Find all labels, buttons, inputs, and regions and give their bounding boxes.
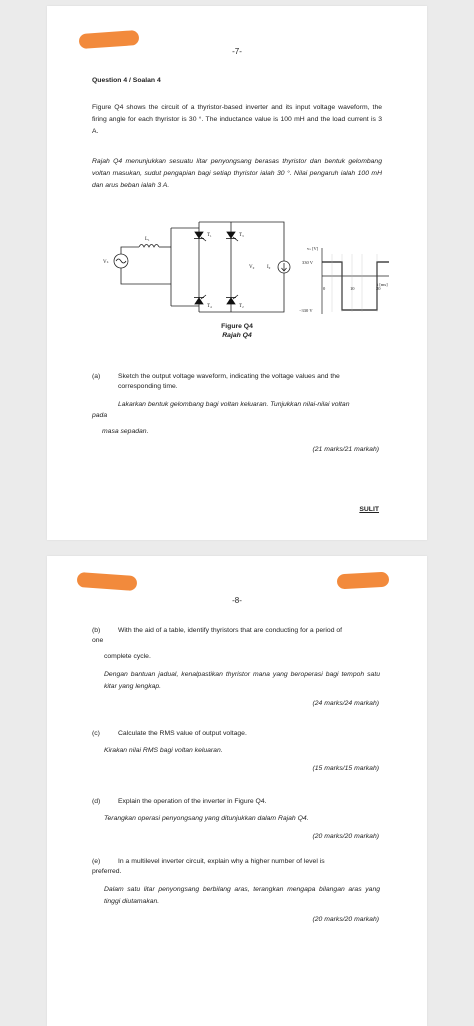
redaction-mark bbox=[337, 572, 390, 590]
part-d-text-ms: Terangkan operasi penyongsang yang ditunjukkan dalam Rajah Q4. bbox=[104, 815, 309, 822]
part-c-marks: (15 marks/15 markah) bbox=[312, 765, 379, 772]
redaction-mark bbox=[77, 572, 138, 591]
thyristor-t1-icon bbox=[194, 232, 206, 241]
part-b-text-en-3: complete cycle. bbox=[104, 653, 151, 660]
part-a-label: (a) bbox=[92, 373, 101, 380]
part-a-text-en-2: corresponding time. bbox=[118, 383, 178, 390]
thyristor-t3-icon bbox=[226, 232, 238, 241]
part-b-label: (b) bbox=[92, 627, 101, 634]
part-a-text-ms-3: masa sepadan. bbox=[102, 428, 149, 435]
part-e-text-ms: Dalam satu litar penyongsang berbilang aras, terangkan mengapa bilangan aras yang tinggi diutamakan. bbox=[104, 886, 380, 905]
part-b-text-en-2: one bbox=[92, 637, 104, 644]
waveform-tick-0: 0 bbox=[323, 286, 326, 291]
figure-caption-malay: Rajah Q4 bbox=[222, 332, 252, 339]
part-b-text-ms: Dengan bantuan jadual, kenalpastikan thyristor mana yang beroperasi bagi tempoh satu kitar yang lengkap. bbox=[104, 671, 380, 690]
part-a-text-ms-2: pada bbox=[92, 412, 108, 419]
part-c-label: (c) bbox=[92, 730, 100, 737]
thyristor-t2-icon bbox=[226, 295, 238, 304]
part-e-label: (e) bbox=[92, 858, 101, 865]
label-source: Vₛ bbox=[103, 260, 109, 265]
label-load-current: I₀ bbox=[267, 265, 271, 270]
label-t1: T₁ bbox=[207, 233, 212, 238]
label-t3: T₃ bbox=[239, 233, 244, 238]
part-d-marks: (20 marks/20 markah) bbox=[312, 833, 379, 840]
exam-page-7 bbox=[47, 6, 427, 540]
part-d-text-en: Explain the operation of the inverter in Figure Q4. bbox=[118, 798, 267, 805]
figure-q4-diagram bbox=[89, 214, 389, 324]
label-t2: T₂ bbox=[239, 304, 244, 309]
question-heading: Question 4 / Soalan 4 bbox=[92, 77, 161, 84]
part-a-marks: (21 marks/21 markah) bbox=[312, 446, 379, 453]
page-number: -7- bbox=[232, 47, 242, 56]
part-c-text-ms: Kirakan nilai RMS bagi voltan keluaran. bbox=[104, 747, 223, 754]
part-d-label: (d) bbox=[92, 798, 101, 805]
part-b-text-en-1: With the aid of a table, identify thyristors that are conducting for a period of bbox=[118, 627, 343, 634]
label-inductor: L₁ bbox=[145, 237, 150, 242]
figure-caption-english: Figure Q4 bbox=[221, 323, 253, 330]
part-b-marks: (24 marks/24 markah) bbox=[312, 700, 379, 707]
intro-malay: Rajah Q4 menunjukkan sesuatu litar penyongsang berasas thyristor dan bentuk gelombang voltan masukan, sudut pengapian bagi setiap thyristor ialah 30 °. Nilai pengaruh ialah 100 mH dan arus beban ialah 3 A. bbox=[92, 158, 382, 189]
part-e-text-en-1: In a multilevel inverter circuit, explain why a higher number of level is bbox=[118, 858, 325, 865]
label-output-voltage: V₀ bbox=[249, 265, 255, 270]
waveform-x-label: t [ms] bbox=[377, 282, 388, 287]
thyristor-t4-icon bbox=[194, 295, 206, 304]
waveform-neg-value: −330 V bbox=[299, 308, 313, 313]
waveform-tick-20: 20 bbox=[376, 286, 381, 291]
part-e-text-en-2: preferred. bbox=[92, 868, 122, 875]
part-a-text-ms-1: Lakarkan bentuk gelombang bagi voltan keluaran. Tunjukkan nilai-nilai voltan bbox=[118, 401, 350, 408]
waveform-pos-value: 330 V bbox=[302, 260, 314, 265]
intro-english: Figure Q4 shows the circuit of a thyristor-based inverter and its input voltage waveform, the firing angle for each thyristor is 30 °. The inductance value is 100 mH and the load current is 3 A. bbox=[92, 104, 382, 135]
inductor-icon bbox=[139, 245, 159, 248]
sulit-footer: SULIT bbox=[359, 506, 379, 513]
waveform-y-label: vₛ [V] bbox=[307, 246, 319, 251]
part-c-text-en: Calculate the RMS value of output voltage. bbox=[118, 730, 247, 737]
page-number: -8- bbox=[232, 596, 242, 605]
exam-page-8 bbox=[47, 556, 427, 1026]
part-e-marks: (20 marks/20 markah) bbox=[312, 916, 379, 923]
part-a-text-en-1: Sketch the output voltage waveform, indicating the voltage values and the bbox=[118, 373, 340, 380]
label-t4: T₄ bbox=[207, 304, 212, 309]
waveform-tick-10: 10 bbox=[350, 286, 355, 291]
